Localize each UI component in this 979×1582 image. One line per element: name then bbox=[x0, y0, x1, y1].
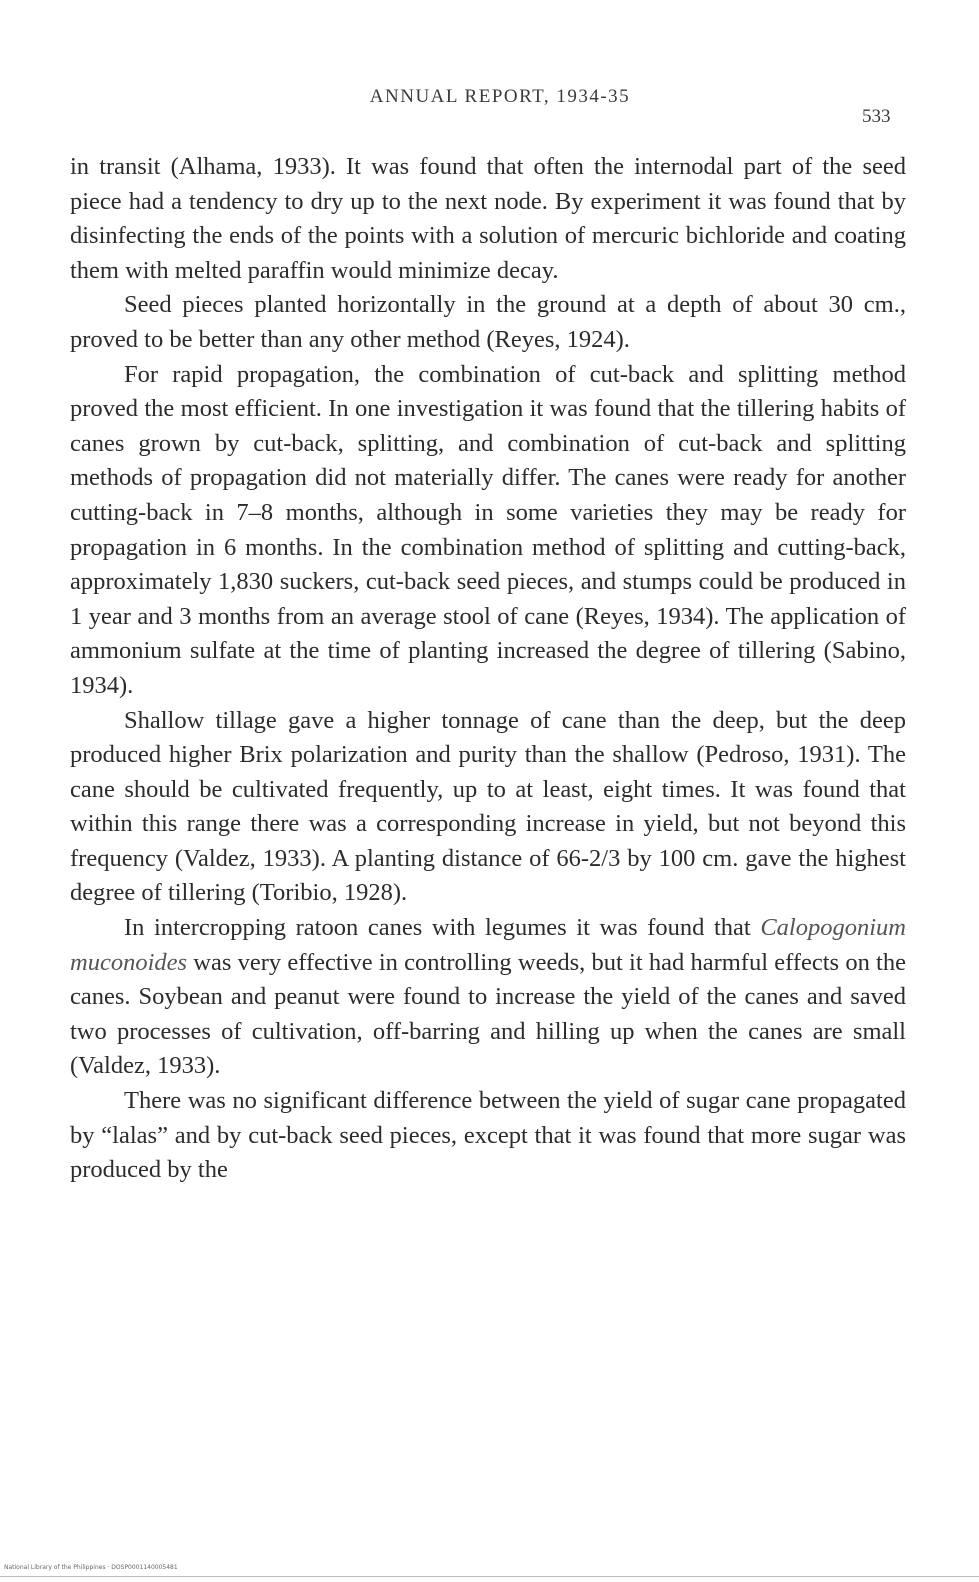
species-name: Calopogonium muconoides bbox=[70, 914, 906, 976]
paragraph-5-rest: was very effective in controlling weeds, but it had harmful effects on the canes. Soybean and peanut were found to increase the yield of the canes and saved two processes of cultivation, off-barring and hilling up when the canes are small (Valdez, 1933). bbox=[70, 948, 906, 1080]
body-text bbox=[70, 150, 906, 1188]
paragraph-5-lead: In intercropping ratoon canes with legumes it was found that bbox=[124, 914, 761, 942]
paragraph-6: There was no significant difference between the yield of sugar cane propagated by “lalas” and by cut-back seed pieces, except that it was found that more sugar was produced by the bbox=[70, 1087, 906, 1184]
paragraph-1: in transit (Alhama, 1933). It was found that often the internodal part of the seed piece had a tendency to dry up to the next node. By experiment it was found that by disinfecting the ends of the points with a solution of mercuric bichloride and coating them with melted paraffin would minimize decay. bbox=[70, 153, 906, 284]
paragraph-4: Shallow tillage gave a higher tonnage of cane than the deep, but the deep produced higher Brix polarization and purity than the shallow (Pedroso, 1931). The cane should be cultivated frequently, up to at least, eight times. It was found that within this range there was a corresponding increase in yield, but not beyond this frequency (Valdez, 1933). A planting distance of 66-2/3 by 100 cm. gave the highest degree of tillering (Toribio, 1928). bbox=[70, 706, 906, 907]
paragraph-2: Seed pieces planted horizontally in the ground at a depth of about 30 cm., proved to be better than any other method (Reyes, 1924). bbox=[70, 291, 906, 353]
page-number: 533 bbox=[862, 106, 891, 127]
library-stamp: National Library of the Philippines · DOSP0001140005481 bbox=[4, 1564, 178, 1571]
paragraph-5 bbox=[70, 911, 906, 1084]
footer-rule bbox=[0, 1576, 979, 1577]
paragraph-3: For rapid propagation, the combination of cut-back and splitting method proved the most efficient. In one investigation it was found that the tillering habits of canes grown by cut-back, splitting, and combination of cut-back and splitting methods of propagation did not materially differ. The canes were ready for another cutting-back in 7–8 months, although in some varieties they may be ready for propagation in 6 months. In the combination method of splitting and cutting-back, approximately 1,830 suckers, cut-back seed pieces, and stumps could be produced in 1 year and 3 months from an average stool of cane (Reyes, 1934). The application of ammonium sulfate at the time of planting increased the degree of tillering (Sabino, 1934). bbox=[70, 360, 906, 699]
running-head: ANNUAL REPORT, 1934-35 bbox=[369, 86, 631, 107]
